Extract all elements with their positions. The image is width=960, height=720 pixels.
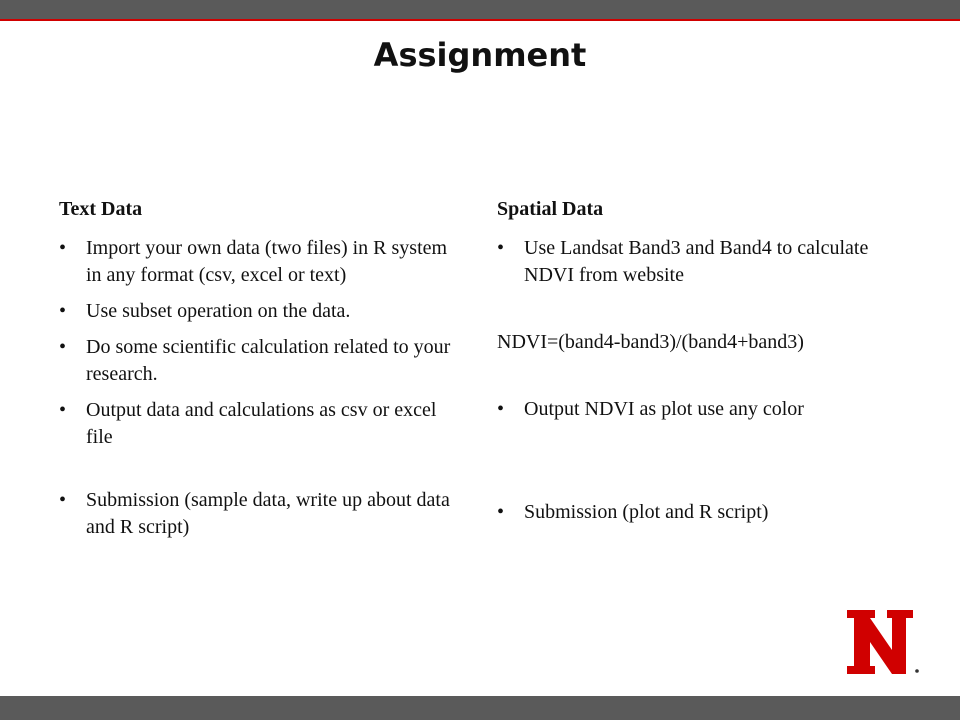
bullet-glyph: • xyxy=(59,237,67,259)
bullet-glyph: • xyxy=(59,399,67,421)
bullet-text: Import your own data (two files) in R system in any format (csv, excel or text) xyxy=(86,237,448,286)
bullet-glyph: • xyxy=(497,398,505,420)
top-accent-line xyxy=(0,19,960,21)
top-bar xyxy=(0,0,960,19)
text-data-column xyxy=(59,198,459,541)
bullet-text: Use Landsat Band3 and Band4 to calculate NDVI from website xyxy=(524,237,869,286)
bullet-glyph: • xyxy=(497,237,505,259)
bullet-text: Output data and calculations as csv or excel file xyxy=(86,399,437,448)
spatial-data-heading: Spatial Data xyxy=(497,198,604,220)
bullet-text: Output NDVI as plot use any color xyxy=(524,398,804,420)
bullet-text: Do some scientific calculation related to your research. xyxy=(86,336,451,385)
text-data-bullet-4 xyxy=(59,397,459,451)
text-data-bullet-1 xyxy=(59,235,459,289)
ndvi-formula: NDVI=(band4-band3)/(band4+band3) xyxy=(497,331,804,353)
bullet-glyph: • xyxy=(59,300,67,322)
text-data-bullet-2 xyxy=(59,298,459,325)
bullet-text: Submission (sample data, write up about data and R script) xyxy=(86,489,450,538)
bottom-bar xyxy=(0,696,960,720)
spatial-data-bullet-2 xyxy=(497,396,897,423)
bullet-glyph: • xyxy=(59,489,67,511)
spatial-data-column xyxy=(497,198,897,526)
nebraska-n-logo-icon xyxy=(845,608,921,676)
text-data-bullet-5 xyxy=(59,487,459,541)
bullet-text: Use subset operation on the data. xyxy=(86,300,351,322)
bullet-glyph: • xyxy=(497,501,505,523)
bullet-text: Submission (plot and R script) xyxy=(524,501,769,523)
text-data-bullet-3 xyxy=(59,334,459,388)
slide-title: Assignment xyxy=(373,36,587,74)
spatial-data-bullet-3 xyxy=(497,499,897,526)
spatial-data-bullet-1 xyxy=(497,235,897,289)
text-data-heading: Text Data xyxy=(59,198,143,220)
bullet-glyph: • xyxy=(59,336,67,358)
